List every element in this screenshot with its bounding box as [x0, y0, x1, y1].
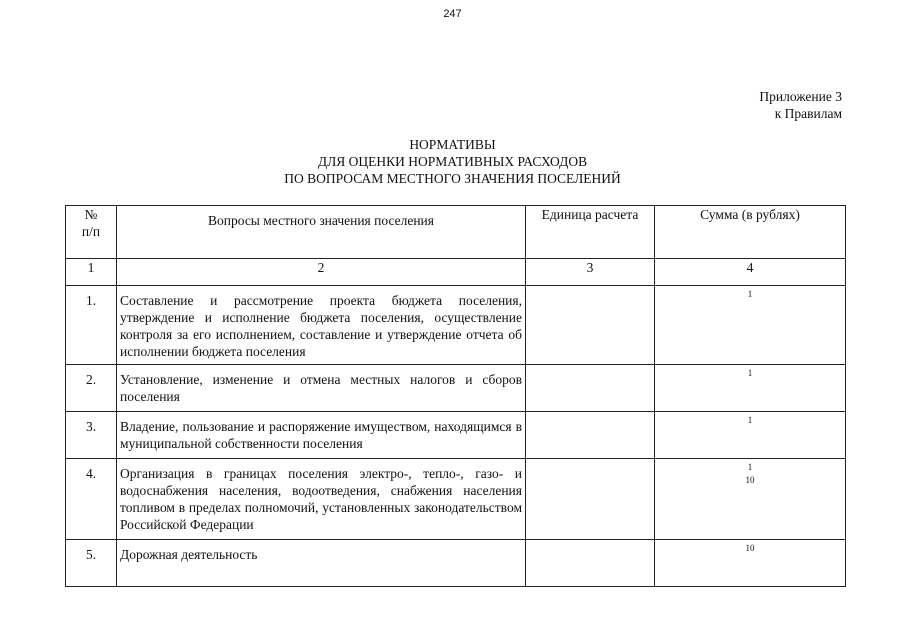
table-row [66, 540, 846, 587]
table-row [66, 365, 846, 412]
header-number [66, 206, 117, 259]
sum-mark: 1 [747, 368, 753, 378]
table-row [66, 412, 846, 459]
row-unit [526, 365, 655, 412]
page-number: 247 [443, 8, 462, 20]
sum-mark: 1 [747, 462, 753, 472]
row-question: Составление и рассмотрение проекта бюджета поселения, утверждение и исполнение бюджета поселения, осуществление контроля за его исполнением, составление и утверждение отчета об исполнении бюджета поселения [117, 286, 526, 365]
row-sum [655, 286, 846, 365]
table-index-row [66, 259, 846, 286]
row-number: 3. [66, 412, 117, 459]
row-sum [655, 459, 846, 540]
row-sum [655, 365, 846, 412]
sum-mark: 10 [745, 543, 755, 553]
row-question: Установление, изменение и отмена местных налогов и сборов поселения [117, 365, 526, 412]
index-cell-4: 4 [655, 259, 846, 286]
title-line-1: НОРМАТИВЫ [409, 137, 496, 152]
row-unit [526, 459, 655, 540]
table-header-row [66, 206, 846, 259]
header-sum: Сумма (в рублях) [655, 206, 846, 259]
row-sum [655, 540, 846, 587]
index-cell-3: 3 [526, 259, 655, 286]
header-question: Вопросы местного значения поселения [117, 206, 526, 259]
row-number: 1. [66, 286, 117, 365]
header-number-line-2: п/п [81, 224, 101, 239]
sum-mark: 1 [747, 415, 753, 425]
row-number: 2. [66, 365, 117, 412]
sum-mark: 1 [747, 289, 753, 299]
appendix-line-2: к Правилам [774, 106, 842, 121]
row-question: Владение, пользование и распоряжение имуществом, находящимся в муниципальной собственности поселения [117, 412, 526, 459]
title-line-3: ПО ВОПРОСАМ МЕСТНОГО ЗНАЧЕНИЯ ПОСЕЛЕНИЙ [284, 171, 621, 186]
table-row [66, 286, 846, 365]
header-number-line-1: № [84, 207, 98, 222]
appendix-line-1: Приложение 3 [759, 89, 842, 104]
row-sum [655, 412, 846, 459]
row-question: Организация в границах поселения электро-, тепло-, газо- и водоснабжения населения, водоотведения, снабжения населения топливом в пределах полномочий, установленных законодательством Российской Федерации [117, 459, 526, 540]
index-cell-1: 1 [66, 259, 117, 286]
title-line-2: ДЛЯ ОЦЕНКИ НОРМАТИВНЫХ РАСХОДОВ [317, 154, 588, 169]
document-title [0, 136, 905, 187]
row-unit [526, 286, 655, 365]
row-number: 5. [66, 540, 117, 587]
row-number: 4. [66, 459, 117, 540]
row-unit [526, 540, 655, 587]
index-cell-2: 2 [117, 259, 526, 286]
header-unit: Единица расчета [526, 206, 655, 259]
row-unit [526, 412, 655, 459]
norms-table [65, 205, 846, 587]
table-row [66, 459, 846, 540]
sum-mark: 10 [745, 475, 755, 485]
appendix-reference [759, 88, 842, 122]
row-question: Дорожная деятельность [117, 540, 526, 587]
